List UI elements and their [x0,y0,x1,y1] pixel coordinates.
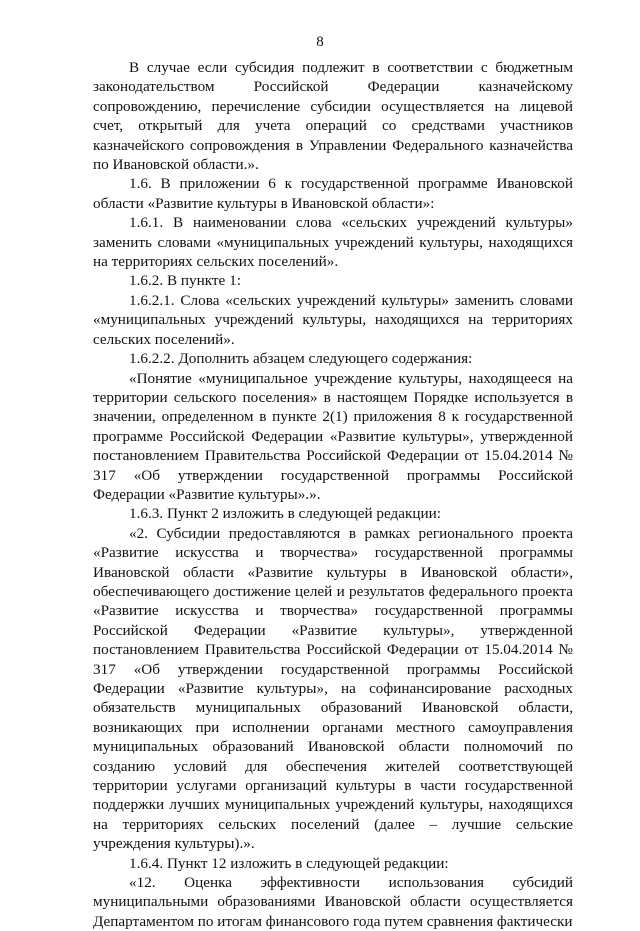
paragraph-1-6-2: 1.6.2. В пункте 1: [129,272,241,290]
page-number: 8 [316,34,324,50]
paragraph-1-6: 1.6. В приложении 6 к государственной программе Ивановской области «Развитие культуры в Ивановской области»: [93,175,573,212]
paragraph-1-6-4: 1.6.4. Пункт 12 изложить в следующей редакции: [129,854,449,872]
paragraph-1-6-1: 1.6.1. В наименовании слова «сельских учреждений культуры» заменить словами «муниципальных учреждений культуры, находящихся на территориях сельских поселений». [93,214,573,271]
paragraph-1-6-2-2: 1.6.2.2. Дополнить абзацем следующего содержания: [129,350,473,368]
paragraph-1-6-2-1: 1.6.2.1. Слова «сельских учреждений культуры» заменить словами «муниципальных учреждений культуры, находящихся на территориях сельских поселений». [93,291,573,348]
paragraph-1-6-3: 1.6.3. Пункт 2 изложить в следующей редакции: [129,505,442,523]
paragraph-definition: «Понятие «муниципальное учреждение культуры, находящееся на территории сельского поселения» в настоящем Порядке используется в значении, определенном в пункте 2(1) приложения 8 к государственной программе Российской Федерации «Развитие культуры», утвержденной постановлением Правительства Российской Федерации от 15.04.2014 № 317 «Об утверждении государственной программы Российской Федерации «Развитие культуры».». [93,369,573,503]
paragraph-point-2: «2. Субсидии предоставляются в рамках регионального проекта «Развитие искусства и творчества» государственной программы Ивановской области «Развитие культуры в Ивановской области», обеспечивающего достижение целей и результатов федерального проекта «Развитие искусства и творчества» государственной программы Российской Федерации «Развитие культуры», утвержденной постановлением Правительства Российской Федерации от 15.04.2014 № 317 «Об утверждении государственной программы Российской Федерации «Развитие культуры», на софинансирование расходных обязательств муниципальных образований Ивановской области, возникающих при исполнении органами местного самоуправления муниципальных образований Ивановской области полномочий по созданию условий для обеспечения жителей соответствующей территории услугами организаций культуры в части государственной поддержки лучших муниципальных учреждений культуры, находящихся на территориях сельских поселений (далее – лучшие сельские учреждения культуры).». [93,524,573,853]
paragraph-subsidy-treasury: В случае если субсидия подлежит в соответствии с бюджетным законодательством Российской Федерации казначейскому сопровождению, перечисление субсидии осуществляется на лицевой счет, открытый для учета операций со средствами участников казначейского сопровождения в Управлении Федерального казначейства по Ивановской области.». [93,59,573,174]
paragraph-point-12: «12. Оценка эффективности использования субсидий муниципальными образованиями Ивановской области осуществляется Департаментом по итогам финансового года путем сравнения фактически [93,874,573,930]
document-body [93,58,573,931]
